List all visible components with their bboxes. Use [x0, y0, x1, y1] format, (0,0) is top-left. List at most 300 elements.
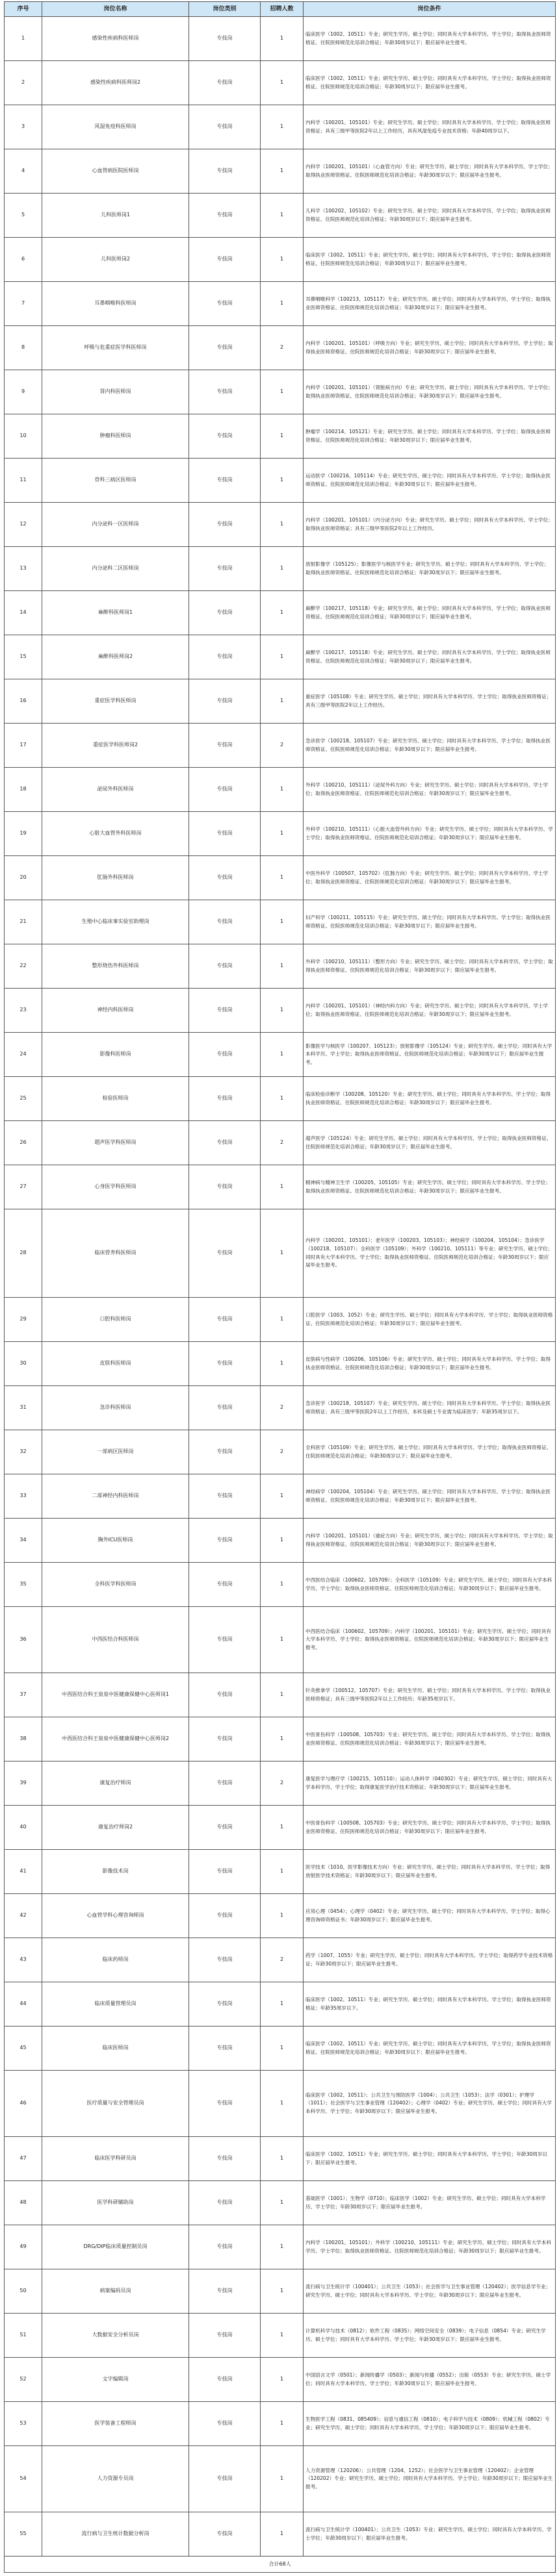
- row-position-name: 风湿免疫科医师岗: [42, 105, 189, 149]
- table-row: [5, 1762, 556, 1806]
- row-position-name: 影像技术岗: [42, 1850, 189, 1894]
- row-count: 2: [261, 1938, 304, 1982]
- row-position-name: 口腔科医师岗: [42, 1298, 189, 1342]
- row-position-name: 肾内科医师岗: [42, 370, 189, 414]
- table-row: [5, 1121, 556, 1165]
- row-position-name: 临床营养科医师岗: [42, 1209, 189, 1298]
- row-position-name: 医疗质量与安全管理员岗: [42, 2071, 189, 2137]
- row-id: 39: [5, 1762, 42, 1806]
- row-position-name: 二部神经内科医师岗: [42, 1474, 189, 1519]
- row-requirements: 针灸推拿学（100512、105707）专业；研究生学历、硕士学位；同时具有大学本科学历、学士学位；取得执业医师资格证；具有三级甲等医院2年以上工作经历；年龄35周岁以下。: [304, 1673, 556, 1717]
- table-row: [5, 547, 556, 591]
- header-count: 招聘人数: [261, 2, 304, 17]
- row-count: 1: [261, 1563, 304, 1607]
- row-position-name: 胸外ICU医师岗: [42, 1519, 189, 1563]
- row-count: 1: [261, 1717, 304, 1762]
- row-count: 1: [261, 238, 304, 282]
- row-count: 1: [261, 2225, 304, 2269]
- row-category: 专技岗: [189, 768, 261, 812]
- table-row: [5, 812, 556, 856]
- row-requirements: 流行病与卫生统计学（100401）；公共卫生（1053）专业；研究生学历、硕士学位；同时具有大学本科学历、学士学位；年龄30周岁以下；限应届毕业生报考。: [304, 2512, 556, 2557]
- row-category: 专技岗: [189, 1033, 261, 1077]
- row-category: 专技岗: [189, 2402, 261, 2446]
- row-requirements: 临床医学（1002、10511）专业；研究生学历、硕士学位；同时具有大学本科学历、学士学位；取得执业医师资格证、住院医师规范化培训合格证；年龄30周岁以下；限应届毕业生报考。: [304, 17, 556, 61]
- row-position-name: 中西医结合科医师岗: [42, 1607, 189, 1673]
- row-id: 40: [5, 1806, 42, 1850]
- row-position-name: 感染性疾病科医师岗2: [42, 61, 189, 105]
- table-body: [5, 17, 556, 2557]
- row-id: 38: [5, 1717, 42, 1762]
- row-position-name: 康复治疗师岗2: [42, 1806, 189, 1850]
- row-count: 1: [261, 1982, 304, 2027]
- table-row: [5, 2269, 556, 2314]
- header-name: 岗位名称: [42, 2, 189, 17]
- table-row: [5, 1165, 556, 1209]
- row-position-name: 生殖中心临床事实验室助理岗: [42, 900, 189, 944]
- row-position-name: 大数据安全分析员岗: [42, 2314, 189, 2358]
- row-requirements: 妇产科学（100211、105115）专业；研究生学历、硕士学位；同时具有大学本科学历、学士学位；取得执业医师资格证、住院医师规范化培训合格证；年龄30周岁以下；限应届毕业生报考。: [304, 900, 556, 944]
- row-requirements: 流行病与卫生统计学（100401）；公共卫生（1053）；社会医学与卫生事业管理（120402）；医学信息学专业；研究生学历、硕士学位；同时具有大学本科学历、学士学位；年龄30周岁以下；限应届毕业生报考。: [304, 2269, 556, 2314]
- row-id: 3: [5, 105, 42, 149]
- row-position-name: 影像科医师岗: [42, 1033, 189, 1077]
- row-id: 51: [5, 2314, 42, 2358]
- row-requirements: 生物医学工程（0831、085409）；信息与通信工程（0810）；电子科学与技术（0809）；机械工程（0802）专业；研究生学历、硕士学位；同时具有大学本科学历、学士学位；年龄30周岁以下；限应届毕业生报考。: [304, 2402, 556, 2446]
- row-count: 1: [261, 459, 304, 503]
- row-category: 专技岗: [189, 547, 261, 591]
- row-position-name: 神经内科医师岗: [42, 989, 189, 1033]
- row-requirements: 内科学（100201、105101）（肾脏病方向）专业；研究生学历、硕士学位；同时具有大学本科学历、学士学位；取得执业医师资格证、住院医师规范化培训合格证；年龄30周岁以下；限应届毕业生报考。: [304, 370, 556, 414]
- row-count: 1: [261, 679, 304, 724]
- row-count: 1: [261, 900, 304, 944]
- row-position-name: 重症医学科医师岗2: [42, 724, 189, 768]
- row-category: 专技岗: [189, 1762, 261, 1806]
- table-row: [5, 105, 556, 149]
- row-category: 专技岗: [189, 1386, 261, 1430]
- row-id: 44: [5, 1982, 42, 2027]
- row-category: 专技岗: [189, 900, 261, 944]
- table-row: [5, 2071, 556, 2137]
- header-row: [5, 2, 556, 17]
- row-category: 专技岗: [189, 105, 261, 149]
- table-row: [5, 459, 556, 503]
- row-requirements: 内科学（100201、105101）（呼吸方向）专业；研究生学历、硕士学位；同时具有大学本科学历、学士学位；取得执业医师资格证、住院医师规范化培训合格证；年龄30周岁以下；限应届毕业生报考。: [304, 326, 556, 370]
- header-category: 岗位类别: [189, 2, 261, 17]
- row-position-name: 医学科研辅助岗: [42, 2181, 189, 2225]
- row-category: 专技岗: [189, 1298, 261, 1342]
- row-id: 42: [5, 1894, 42, 1938]
- row-position-name: 肿瘤科医师岗: [42, 414, 189, 459]
- row-count: 1: [261, 1033, 304, 1077]
- row-count: 1: [261, 812, 304, 856]
- table-row: [5, 1386, 556, 1430]
- row-category: 专技岗: [189, 1563, 261, 1607]
- row-requirements: 临床医学（1002、10511）专业；研究生学历、硕士学位；同时具有大学本科学历、学士学位；取得执业医师资格证、住院医师规范化培训合格证；年龄30周岁以下；限应届毕业生报考。: [304, 2027, 556, 2071]
- row-requirements: 人力资源管理（120206）；公共管理（1204、1252）；社会医学与卫生事业管理（120402）；企业管理（120202）专业；研究生学历、硕士学位；同时具有大学本科学历、学士学位；年龄30周岁以下；限应届毕业生报考。: [304, 2446, 556, 2512]
- table-row: [5, 2137, 556, 2181]
- row-count: 1: [261, 2137, 304, 2181]
- row-id: 29: [5, 1298, 42, 1342]
- row-category: 专技岗: [189, 2225, 261, 2269]
- row-category: 专技岗: [189, 370, 261, 414]
- row-position-name: 内分泌科一区医师岗: [42, 503, 189, 547]
- row-id: 4: [5, 149, 42, 194]
- row-position-name: 中西医结合科王泉泉中医健康保健中心医师岗1: [42, 1673, 189, 1717]
- row-count: 1: [261, 591, 304, 635]
- row-category: 专技岗: [189, 591, 261, 635]
- row-count: 1: [261, 282, 304, 326]
- table-row: [5, 61, 556, 105]
- row-position-name: 呼吸与危重症医学科医师岗: [42, 326, 189, 370]
- table-row: [5, 724, 556, 768]
- row-id: 34: [5, 1519, 42, 1563]
- table-row: [5, 1607, 556, 1673]
- row-position-name: 整形烧伤外科医师岗: [42, 944, 189, 989]
- row-requirements: 麻醉学（100217、105118）专业；研究生学历、硕士学位；同时具有大学本科学历、学士学位；取得执业医师资格证、住院医师规范化培训合格证；年龄30周岁以下；限应届毕业生报考。: [304, 635, 556, 679]
- row-category: 专技岗: [189, 1430, 261, 1474]
- row-position-name: DRG/DIP临床质量控制员岗: [42, 2225, 189, 2269]
- row-count: 1: [261, 989, 304, 1033]
- row-position-name: 心身医学科医师岗: [42, 1165, 189, 1209]
- row-id: 54: [5, 2446, 42, 2512]
- table-row: [5, 17, 556, 61]
- table-row: [5, 900, 556, 944]
- row-count: 1: [261, 194, 304, 238]
- row-count: 1: [261, 2269, 304, 2314]
- footer-row: [5, 2557, 556, 2573]
- row-requirements: 内科学（100201、105101）（重症方向）专业；研究生学历、硕士学位；同时具有大学本科学历、学士学位；取得执业医师资格证、住院医师规范化培训合格证；年龄30周岁以下；限应届毕业生报考。: [304, 1519, 556, 1563]
- row-requirements: 超声医学（105124）专业；研究生学历、硕士学位；同时具有大学本科学历、学士学位；取得执业医师资格证、住院医师规范化培训合格证；年龄30周岁以下；限应届毕业生报考。: [304, 1121, 556, 1165]
- row-position-name: 康复治疗师岗: [42, 1762, 189, 1806]
- row-requirements: 康复医学与理疗学（100215、105110）；运动人体科学（040302）专业；研究生学历、硕士学位；同时具有大学本科学历、学士学位；取得康复医学治疗技术资格证；年龄30周岁以下；限应届毕业生报考。: [304, 1762, 556, 1806]
- row-id: 33: [5, 1474, 42, 1519]
- row-count: 1: [261, 2314, 304, 2358]
- row-requirements: 中医骨伤科学（100508、105703）专业；研究生学历、硕士学位；同时具有大学本科学历、学士学位；取得执业医师资格证、住院医师规范化培训合格证；年龄30周岁以下；限应届毕业生报考。: [304, 1717, 556, 1762]
- row-requirements: 临床检验诊断学（100208、105120）专业；研究生学历、硕士学位；同时具有大学本科学历、学士学位；取得执业医师资格证、住院医师规范化培训合格证；年龄30周岁以下；限应届毕业生报考。: [304, 1077, 556, 1121]
- table-row: [5, 635, 556, 679]
- table-row: [5, 1033, 556, 1077]
- table-row: [5, 326, 556, 370]
- row-id: 52: [5, 2358, 42, 2402]
- row-id: 37: [5, 1673, 42, 1717]
- row-requirements: 内科学（100201、105101）；老年医学（100203、105103）；神经病学（100204、105104）；急诊医学（100218、105107）；全科医学（105109）；外科学（100210、105111）等专业；研究生学历、硕士学位；同时具有大学本科学历、学士学位；取得执业医师资格证、住院医师规范化培训合格证；年龄30周岁以下；限应届毕业生报考。: [304, 1209, 556, 1298]
- row-id: 1: [5, 17, 42, 61]
- row-category: 专技岗: [189, 2446, 261, 2512]
- row-requirements: 中国语言文学（0501）；新闻传播学（0503）；新闻与传播（0552）；出版（0553）专业；研究生学历、硕士学位；同时具有大学本科学历、学士学位；年龄30周岁以下；限应届毕业生报考。: [304, 2358, 556, 2402]
- table-row: [5, 2314, 556, 2358]
- row-requirements: 中医骨伤科学（100508、105703）专业；研究生学历、硕士学位；同时具有大学本科学历、学士学位；取得执业医师资格证、住院医师规范化培训合格证；年龄30周岁以下；限应届毕业生报考。: [304, 1806, 556, 1850]
- row-position-name: 临床药师岗: [42, 1938, 189, 1982]
- row-id: 25: [5, 1077, 42, 1121]
- row-category: 专技岗: [189, 1342, 261, 1386]
- row-id: 10: [5, 414, 42, 459]
- row-requirements: 中西医结合临床（100602、105709）；全科医学（105109）专业；研究生学历、硕士学位；同时具有大学本科学历、学士学位；取得执业医师资格证、住院医师规范化培训合格证；年龄30周岁以下；限应届毕业生报考。: [304, 1563, 556, 1607]
- table-row: [5, 2027, 556, 2071]
- row-position-name: 泌尿外科医师岗: [42, 768, 189, 812]
- row-requirements: 麻醉学（100217、105118）专业；研究生学历、硕士学位；同时具有大学本科学历、学士学位；取得执业医师资格证、住院医师规范化培训合格证；年龄30周岁以下；限应届毕业生报考。: [304, 591, 556, 635]
- row-position-name: 超声医学科医师岗: [42, 1121, 189, 1165]
- row-id: 23: [5, 989, 42, 1033]
- row-id: 49: [5, 2225, 42, 2269]
- row-category: 专技岗: [189, 459, 261, 503]
- row-category: 专技岗: [189, 944, 261, 989]
- row-id: 48: [5, 2181, 42, 2225]
- row-position-name: 肛肠外科医师岗: [42, 856, 189, 900]
- row-position-name: 人力资源专员岗: [42, 2446, 189, 2512]
- row-requirements: 放射影像学（105125）；影像医学与核医学专业；研究生学历、硕士学位；同时具有大学本科学历、学士学位；取得执业医师资格证、住院医师规范化培训合格证；年龄30周岁以下；限应届毕业生报考。: [304, 547, 556, 591]
- row-count: 1: [261, 1077, 304, 1121]
- row-position-name: 感染性疾病科医师岗: [42, 17, 189, 61]
- table-row: [5, 1298, 556, 1342]
- row-requirements: 重症医学（105108）专业；研究生学历、硕士学位；同时具有大学本科学历、学士学位；取得执业医师资格证；具有三级甲等医院2年以上工作经历。: [304, 679, 556, 724]
- row-count: 1: [261, 1894, 304, 1938]
- row-id: 11: [5, 459, 42, 503]
- row-category: 专技岗: [189, 1673, 261, 1717]
- row-id: 45: [5, 2027, 42, 2071]
- row-count: 1: [261, 503, 304, 547]
- row-id: 55: [5, 2512, 42, 2557]
- row-requirements: 内科学（100201、105101）；外科学（100210、105111）专业；研究生学历、硕士学位；同时具有大学本科学历、学士学位；取得执业医师资格证、住院医师规范化培训合格证；年龄30周岁以下；限应届毕业生报考。: [304, 2225, 556, 2269]
- row-count: 2: [261, 326, 304, 370]
- row-position-name: 临床医师岗: [42, 2027, 189, 2071]
- row-requirements: 计算机科学与技术（0812）；软件工程（0835）；网络空间安全（0839）；电子信息（0854）专业；研究生学历、硕士学位；同时具有大学本科学历、学士学位；年龄30周岁以下；限应届毕业生报考。: [304, 2314, 556, 2358]
- table-row: [5, 149, 556, 194]
- row-position-name: 心血管学科心理咨询师岗: [42, 1894, 189, 1938]
- table-row: [5, 1474, 556, 1519]
- row-id: 2: [5, 61, 42, 105]
- row-count: 2: [261, 1430, 304, 1474]
- row-id: 24: [5, 1033, 42, 1077]
- row-count: 1: [261, 1298, 304, 1342]
- row-count: 1: [261, 105, 304, 149]
- total-count: 合计68人: [5, 2557, 556, 2573]
- table-row: [5, 1563, 556, 1607]
- table-row: [5, 414, 556, 459]
- row-position-name: 流行病与卫生统计数据分析岗: [42, 2512, 189, 2557]
- row-id: 8: [5, 326, 42, 370]
- row-category: 专技岗: [189, 2314, 261, 2358]
- row-count: 1: [261, 1342, 304, 1386]
- row-count: 1: [261, 2071, 304, 2137]
- table-row: [5, 1806, 556, 1850]
- row-count: 1: [261, 2181, 304, 2225]
- row-requirements: 内科学（100201、105101）（心血管方向）专业；研究生学历、硕士学位；同时具有大学本科学历、学士学位；取得执业医师资格证、住院医师规范化培训合格证；年龄30周岁以下；限应届毕业生报考。: [304, 149, 556, 194]
- row-requirements: 医学技术（1010、医学影像技术方向）专业；研究生学历、硕士学位；同时具有大学本科学历、学士学位；取得放射医学技术资格证；年龄30周岁以下；限应届毕业生报考。: [304, 1850, 556, 1894]
- row-count: 1: [261, 2358, 304, 2402]
- row-count: 1: [261, 1850, 304, 1894]
- table-row: [5, 1673, 556, 1717]
- table-row: [5, 238, 556, 282]
- row-id: 41: [5, 1850, 42, 1894]
- row-requirements: 影像医学与核医学（100207、105123）；放射影像学（105124）专业；研究生学历、硕士学位；同时具有大学本科学历、学士学位；取得执业医师资格证、住院医师规范化培训合格证；年龄30周岁以下；限应届毕业生报考。: [304, 1033, 556, 1077]
- row-requirements: 内科学（100201、105101）（内分泌方向）专业；研究生学历、硕士学位；同时具有大学本科学历、学士学位；取得执业医师资格证；具有三级甲等医院2年以上工作经历。: [304, 503, 556, 547]
- row-category: 专技岗: [189, 812, 261, 856]
- row-requirements: 儿科学（100202、105102）专业；研究生学历、硕士学位；同时具有大学本科学历、学士学位；取得执业医师资格证、住院医师规范化培训合格证；年龄30周岁以下；限应届毕业生报考。: [304, 194, 556, 238]
- row-id: 6: [5, 238, 42, 282]
- row-id: 19: [5, 812, 42, 856]
- table-row: [5, 944, 556, 989]
- row-position-name: 儿科医师岗1: [42, 194, 189, 238]
- row-category: 专技岗: [189, 61, 261, 105]
- table-row: [5, 1430, 556, 1474]
- row-category: 专技岗: [189, 2512, 261, 2557]
- row-id: 15: [5, 635, 42, 679]
- row-requirements: 临床医学（1002、10511）；公共卫生与预防医学（1004）；公共卫生（1053）；法学（0301）；护理学（1011）；社会医学与卫生事业管理（120402）；心理学（0402）专业；研究生学历、硕士学位；同时具有大学本科学历、学士学位；年龄30周岁以下；限应届毕业生报考。: [304, 2071, 556, 2137]
- row-category: 专技岗: [189, 149, 261, 194]
- row-id: 50: [5, 2269, 42, 2314]
- row-category: 专技岗: [189, 503, 261, 547]
- row-position-name: 急诊科医师岗: [42, 1386, 189, 1430]
- row-category: 专技岗: [189, 2137, 261, 2181]
- row-count: 1: [261, 149, 304, 194]
- row-id: 14: [5, 591, 42, 635]
- table-row: [5, 1342, 556, 1386]
- row-count: 2: [261, 1386, 304, 1430]
- row-position-name: 中西医结合科王泉泉中医健康保健中心医师岗2: [42, 1717, 189, 1762]
- row-requirements: 内科学（100201、105101）专业；研究生学历、硕士学位；同时具有大学本科学历、学士学位；取得执业医师资格证；具有三级甲等医院2年以上工作经历，具有风湿免疫专业技术资格；年龄40周岁以下。: [304, 105, 556, 149]
- table-row: [5, 768, 556, 812]
- row-category: 专技岗: [189, 2358, 261, 2402]
- row-count: 1: [261, 1673, 304, 1717]
- row-requirements: 基础医学（1001）；生物学（0710）；临床医学（1002）专业；研究生学历、硕士学位；同时具有大学本科学历、学士学位；年龄30周岁以下；限应届毕业生报考。: [304, 2181, 556, 2225]
- row-category: 专技岗: [189, 1077, 261, 1121]
- row-category: 专技岗: [189, 1519, 261, 1563]
- table-row: [5, 2225, 556, 2269]
- row-position-name: 皮肤科医师岗: [42, 1342, 189, 1386]
- row-requirements: 临床医学（1002、10511）专业；研究生学历、硕士学位；同时具有大学本科学历、学士学位；取得执业医师资格证；年龄35周岁以下。: [304, 1982, 556, 2027]
- table-row: [5, 1850, 556, 1894]
- row-requirements: 临床医学（1002、10511）专业；研究生学历、硕士学位；同时具有大学本科学历、学士学位；取得执业医师资格证、住院医师规范化培训合格证；年龄30周岁以下；限应届毕业生报考。: [304, 238, 556, 282]
- row-category: 专技岗: [189, 2181, 261, 2225]
- row-category: 专技岗: [189, 1121, 261, 1165]
- row-count: 1: [261, 2446, 304, 2512]
- row-requirements: 急诊医学（100218、105107）专业；研究生学历、硕士学位；同时具有大学本科学历、学士学位；取得执业医师资格证；具有三级甲等医院2年以上工作经历，本科及硕士专业需为临床医学；年龄35周岁以下。: [304, 1386, 556, 1430]
- row-id: 47: [5, 2137, 42, 2181]
- table-row: [5, 1938, 556, 1982]
- row-count: 1: [261, 944, 304, 989]
- row-count: 1: [261, 414, 304, 459]
- table-row: [5, 1209, 556, 1298]
- row-id: 35: [5, 1563, 42, 1607]
- row-position-name: 文字编辑岗: [42, 2358, 189, 2402]
- row-count: 1: [261, 547, 304, 591]
- row-id: 46: [5, 2071, 42, 2137]
- row-category: 专技岗: [189, 1806, 261, 1850]
- row-requirements: 运动医学（100216、105114）专业；研究生学历、硕士学位；同时具有大学本科学历、学士学位；取得执业医师资格证、住院医师规范化培训合格证；年龄30周岁以下；限应届毕业生报考。: [304, 459, 556, 503]
- row-requirements: 肿瘤学（100214、105121）专业；研究生学历、硕士学位；同时具有大学本科学历、学士学位；取得执业医师资格证、住院医师规范化培训合格证；年龄30周岁以下；限应届毕业生报考。: [304, 414, 556, 459]
- row-requirements: 皮肤病与性病学（100206、105106）专业；研究生学历、硕士学位；同时具有大学本科学历、学士学位；取得执业医师资格证、住院医师规范化培训合格证；年龄30周岁以下；限应届毕业生报考。: [304, 1342, 556, 1386]
- row-position-name: 临床质量管理员岗: [42, 1982, 189, 2027]
- row-count: 1: [261, 1519, 304, 1563]
- row-count: 1: [261, 1607, 304, 1673]
- row-category: 专技岗: [189, 1982, 261, 2027]
- row-requirements: 外科学（100210、105111）（泌尿外科方向）专业；研究生学历、硕士学位；同时具有大学本科学历、学士学位；取得执业医师资格证、住院医师规范化培训合格证；年龄30周岁以下；限应届毕业生报考。: [304, 768, 556, 812]
- row-requirements: 临床医学（1002、10511）专业；研究生学历、硕士学位；同时具有大学本科学历、学士学位；年龄30周岁以下；限应届毕业生报考。: [304, 2137, 556, 2181]
- row-category: 专技岗: [189, 2269, 261, 2314]
- table-row: [5, 2402, 556, 2446]
- table-row: [5, 2512, 556, 2557]
- row-requirements: 急诊医学（100218、105107）专业；研究生学历、硕士学位；同时具有大学本科学历、学士学位；取得执业医师资格证、住院医师规范化培训合格证；年龄30周岁以下；限应届毕业生报考。: [304, 724, 556, 768]
- row-id: 22: [5, 944, 42, 989]
- table-row: [5, 2358, 556, 2402]
- row-category: 专技岗: [189, 856, 261, 900]
- table-row: [5, 679, 556, 724]
- row-count: 1: [261, 1474, 304, 1519]
- row-position-name: 检验医师岗: [42, 1077, 189, 1121]
- row-count: 2: [261, 724, 304, 768]
- row-requirements: 内科学（100201、105101）（神经内科方向）专业；研究生学历、硕士学位；同时具有大学本科学历、学士学位；取得执业医师资格证、住院医师规范化培训合格证；年龄30周岁以下；限应届毕业生报考。: [304, 989, 556, 1033]
- row-id: 27: [5, 1165, 42, 1209]
- table-row: [5, 1982, 556, 2027]
- row-id: 31: [5, 1386, 42, 1430]
- row-id: 5: [5, 194, 42, 238]
- table-row: [5, 370, 556, 414]
- row-count: 1: [261, 1165, 304, 1209]
- row-requirements: 口腔医学（1003、1052）专业；研究生学历、硕士学位；同时具有大学本科学历、学士学位；取得执业医师资格证、住院医师规范化培训合格证；年龄30周岁以下；限应届毕业生报考。: [304, 1298, 556, 1342]
- row-category: 专技岗: [189, 17, 261, 61]
- row-category: 专技岗: [189, 724, 261, 768]
- row-position-name: 病案编码员岗: [42, 2269, 189, 2314]
- row-requirements: 外科学（100210、105111）（心脏大血管外科方向）专业；研究生学历、硕士学位；同时具有大学本科学历、学士学位；取得执业医师资格证、住院医师规范化培训合格证；年龄30周岁以下；限应届毕业生报考。: [304, 812, 556, 856]
- row-requirements: 中西医结合临床（100602、105709）；内科学（100201、105101）专业；研究生学历、硕士学位；同时具有大学本科学历、学士学位；取得执业医师资格证、住院医师规范化培训合格证；年龄30周岁以下；限应届毕业生报考。: [304, 1607, 556, 1673]
- row-count: 1: [261, 635, 304, 679]
- row-count: 1: [261, 2402, 304, 2446]
- row-position-name: 医学装备工程师岗: [42, 2402, 189, 2446]
- row-category: 专技岗: [189, 635, 261, 679]
- table-row: [5, 1519, 556, 1563]
- row-id: 26: [5, 1121, 42, 1165]
- row-requirements: 外科学（100210、105111）（整形方向）专业；研究生学历、硕士学位；同时具有大学本科学历、学士学位；取得执业医师资格证、住院医师规范化培训合格证；年龄30周岁以下；限应届毕业生报考。: [304, 944, 556, 989]
- row-category: 专技岗: [189, 414, 261, 459]
- row-count: 1: [261, 768, 304, 812]
- row-id: 30: [5, 1342, 42, 1386]
- row-position-name: 心血管病医院医师岗: [42, 149, 189, 194]
- row-requirements: 中医外科学（100507、105702）（肛肠方向）专业；研究生学历、硕士学位；同时具有大学本科学历、学士学位；取得执业医师资格证、住院医师规范化培训合格证；年龄30周岁以下；限应届毕业生报考。: [304, 856, 556, 900]
- table-row: [5, 2446, 556, 2512]
- row-category: 专技岗: [189, 1850, 261, 1894]
- row-category: 专技岗: [189, 282, 261, 326]
- table-row: [5, 856, 556, 900]
- row-category: 专技岗: [189, 1717, 261, 1762]
- row-count: 1: [261, 856, 304, 900]
- row-category: 专技岗: [189, 989, 261, 1033]
- table-row: [5, 282, 556, 326]
- table-row: [5, 1077, 556, 1121]
- row-id: 32: [5, 1430, 42, 1474]
- row-count: 1: [261, 1806, 304, 1850]
- row-count: 1: [261, 2027, 304, 2071]
- row-requirements: 全科医学（105109）专业；研究生学历、硕士学位；同时具有大学本科学历、学士学位；取得执业医师资格证、住院医师规范化培训合格证；年龄30周岁以下；限应届毕业生报考。: [304, 1430, 556, 1474]
- row-requirements: 精神病与精神卫生学（100205、105105）专业；研究生学历、硕士学位；同时具有大学本科学历、学士学位；取得执业医师资格证、住院医师规范化培训合格证；年龄30周岁以下；限应届毕业生报考。: [304, 1165, 556, 1209]
- row-category: 专技岗: [189, 1607, 261, 1673]
- row-position-name: 儿科医师岗2: [42, 238, 189, 282]
- row-category: 专技岗: [189, 1165, 261, 1209]
- row-position-name: 重症医学科医师岗: [42, 679, 189, 724]
- table-row: [5, 503, 556, 547]
- table-footer: [5, 2557, 556, 2573]
- header-requirements: 岗位条件: [304, 2, 556, 17]
- row-category: 专技岗: [189, 1894, 261, 1938]
- row-id: 28: [5, 1209, 42, 1298]
- row-count: 1: [261, 2512, 304, 2557]
- row-id: 17: [5, 724, 42, 768]
- row-category: 专技岗: [189, 1474, 261, 1519]
- table-row: [5, 194, 556, 238]
- row-id: 13: [5, 547, 42, 591]
- row-position-name: 内分泌科二区医师岗: [42, 547, 189, 591]
- row-position-name: 临床医学科研员岗: [42, 2137, 189, 2181]
- row-id: 36: [5, 1607, 42, 1673]
- row-count: 1: [261, 61, 304, 105]
